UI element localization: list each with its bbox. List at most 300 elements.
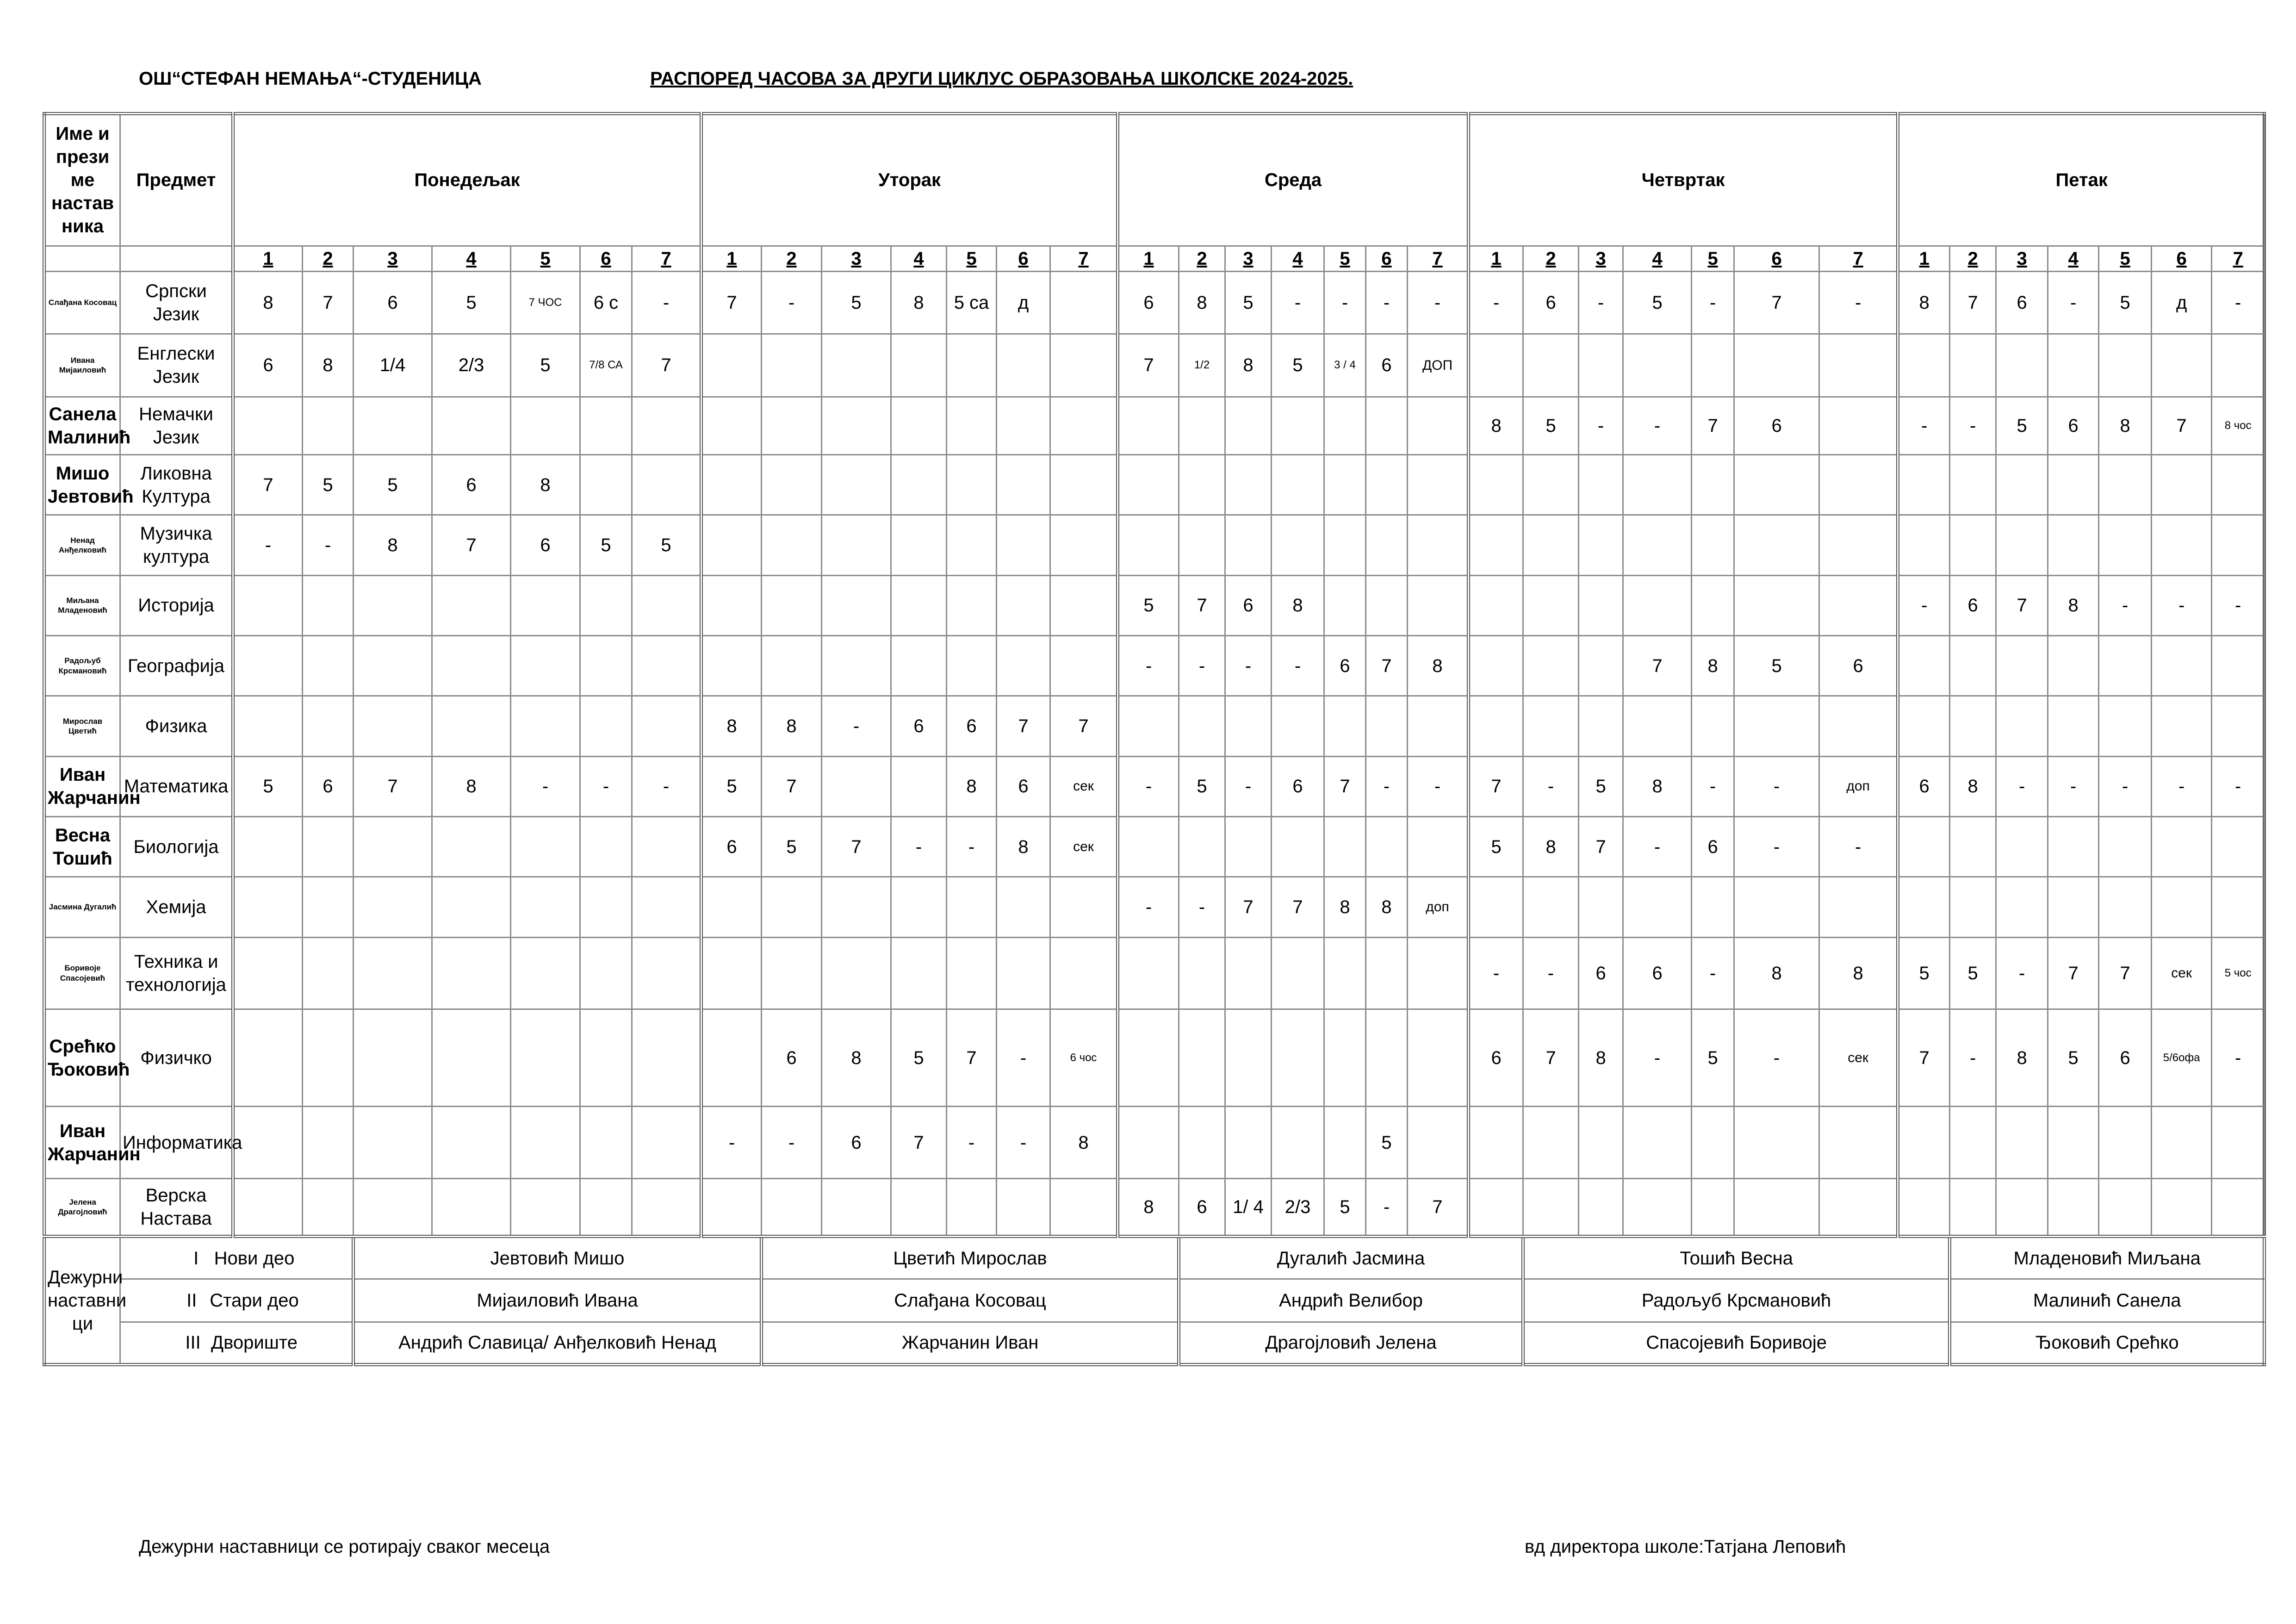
schedule-cell — [1469, 877, 1523, 937]
period-number: 1 — [701, 246, 762, 271]
teacher-row — [44, 816, 2265, 877]
schedule-cell — [762, 937, 822, 1009]
schedule-cell: 6 — [1734, 397, 1819, 454]
schedule-cell — [511, 397, 580, 454]
schedule-cell: 5 — [1272, 334, 1324, 397]
teacher-name: Иван Жарчанин — [44, 1107, 120, 1178]
schedule-cell — [1898, 696, 1950, 756]
duty-row — [44, 1279, 2265, 1322]
schedule-cell — [2152, 877, 2212, 937]
schedule-cell — [1225, 937, 1272, 1009]
schedule-cell — [947, 877, 997, 937]
schedule-cell: 8 — [1324, 877, 1366, 937]
schedule-cell — [1623, 877, 1692, 937]
schedule-cell — [632, 1107, 701, 1178]
schedule-cell: 8 — [1272, 575, 1324, 635]
schedule-cell: 6 — [511, 515, 580, 575]
schedule-cell — [632, 1178, 701, 1236]
schedule-cell — [354, 696, 432, 756]
schedule-cell: - — [762, 1107, 822, 1178]
schedule-cell — [822, 937, 891, 1009]
schedule-cell — [632, 1009, 701, 1107]
schedule-cell: 7 — [2152, 397, 2212, 454]
schedule-cell — [303, 1178, 354, 1236]
schedule-cell — [947, 575, 997, 635]
schedule-cell — [1366, 1009, 1408, 1107]
schedule-cell: 7 — [701, 271, 762, 334]
schedule-cell — [511, 696, 580, 756]
schedule-cell — [2212, 877, 2265, 937]
schedule-cell — [1819, 696, 1898, 756]
schedule-cell — [580, 397, 632, 454]
schedule-cell: 2/3 — [1272, 1178, 1324, 1236]
period-number: 6 — [1734, 246, 1819, 271]
schedule-cell: - — [1734, 816, 1819, 877]
schedule-cell: 6 — [303, 756, 354, 816]
schedule-cell — [1366, 696, 1408, 756]
schedule-cell: 7 — [632, 334, 701, 397]
subject-name: Географија — [120, 635, 233, 696]
schedule-cell — [1324, 397, 1366, 454]
schedule-cell — [1523, 515, 1579, 575]
schedule-cell: - — [1623, 1009, 1692, 1107]
schedule-cell: 8 чос — [2212, 397, 2265, 454]
schedule-cell — [701, 454, 762, 515]
schedule-cell: - — [233, 515, 303, 575]
schedule-cell: 6 с — [580, 271, 632, 334]
period-number: 6 — [997, 246, 1050, 271]
schedule-cell — [1523, 877, 1579, 937]
duty-shift-area: Двориште — [211, 1332, 298, 1353]
schedule-cell — [1996, 635, 2048, 696]
schedule-cell — [2048, 877, 2099, 937]
subject-name: Музичка култура — [120, 515, 233, 575]
schedule-cell — [1950, 877, 1996, 937]
schedule-cell — [1623, 515, 1692, 575]
schedule-cell: 5 — [701, 756, 762, 816]
schedule-cell: - — [1408, 756, 1469, 816]
schedule-cell — [580, 696, 632, 756]
schedule-cell: - — [1692, 756, 1734, 816]
duty-teacher: Младеновић Миљана — [1950, 1237, 2265, 1279]
schedule-cell — [762, 635, 822, 696]
schedule-cell — [2152, 454, 2212, 515]
schedule-cell — [1996, 816, 2048, 877]
schedule-cell — [1523, 1107, 1579, 1178]
schedule-cell — [1179, 1107, 1225, 1178]
school-name: ОШ“СТЕФАН НЕМАЊА“-СТУДЕНИЦА — [139, 68, 482, 89]
teacher-name: Ивана Мијаиловић — [44, 334, 120, 397]
schedule-cell: - — [2152, 756, 2212, 816]
schedule-cell: 6 — [1469, 1009, 1523, 1107]
schedule-cell: 6 — [947, 696, 997, 756]
schedule-cell: 5 — [1118, 575, 1179, 635]
schedule-cell: 7 — [1898, 1009, 1950, 1107]
schedule-cell — [1692, 1107, 1734, 1178]
schedule-cell — [1523, 454, 1579, 515]
schedule-cell — [1324, 454, 1366, 515]
schedule-cell — [580, 816, 632, 877]
period-number: 3 — [1225, 246, 1272, 271]
schedule-cell — [1366, 454, 1408, 515]
schedule-cell — [2212, 1178, 2265, 1236]
schedule-cell — [1050, 575, 1118, 635]
schedule-cell — [762, 877, 822, 937]
schedule-cell — [1272, 454, 1324, 515]
schedule-cell: - — [1996, 756, 2048, 816]
schedule-cell — [891, 454, 947, 515]
schedule-cell: - — [997, 1009, 1050, 1107]
schedule-cell — [2152, 515, 2212, 575]
schedule-cell — [891, 635, 947, 696]
schedule-cell: 5 са — [947, 271, 997, 334]
schedule-cell: 8 — [354, 515, 432, 575]
duty-teacher: Жарчанин Иван — [762, 1322, 1179, 1364]
schedule-cell — [762, 397, 822, 454]
period-number: 5 — [2099, 246, 2152, 271]
schedule-cell — [1950, 515, 1996, 575]
period-number: 4 — [1623, 246, 1692, 271]
teacher-name: Санела Малинић — [44, 397, 120, 454]
schedule-cell — [354, 575, 432, 635]
schedule-cell: 5 — [432, 271, 511, 334]
schedule-cell: 5 — [1179, 756, 1225, 816]
subject-name: Хемија — [120, 877, 233, 937]
schedule-cell — [822, 877, 891, 937]
footer-rotation-note: Дежурни наставници се ротирају сваког месеца — [139, 1537, 550, 1557]
schedule-cell — [701, 575, 762, 635]
schedule-cell — [1272, 937, 1324, 1009]
teacher-name: Мирослав Цветић — [44, 696, 120, 756]
schedule-cell: - — [1179, 635, 1225, 696]
schedule-cell: 8 — [1950, 756, 1996, 816]
schedule-cell — [1050, 454, 1118, 515]
schedule-cell: 7 — [1996, 575, 2048, 635]
schedule-cell — [580, 877, 632, 937]
schedule-cell — [1366, 397, 1408, 454]
schedule-cell — [1623, 696, 1692, 756]
period-number: 2 — [303, 246, 354, 271]
schedule-cell — [233, 1178, 303, 1236]
schedule-cell — [1408, 515, 1469, 575]
schedule-cell — [354, 1178, 432, 1236]
schedule-cell — [701, 1009, 762, 1107]
schedule-cell — [947, 334, 997, 397]
schedule-cell — [303, 937, 354, 1009]
schedule-cell — [1819, 877, 1898, 937]
schedule-cell — [432, 1178, 511, 1236]
schedule-cell — [1692, 454, 1734, 515]
schedule-cell — [1408, 696, 1469, 756]
schedule-cell — [1408, 575, 1469, 635]
period-number-row — [44, 246, 2265, 271]
schedule-cell — [303, 1009, 354, 1107]
schedule-cell: 8 — [1179, 271, 1225, 334]
schedule-cell — [997, 877, 1050, 937]
schedule-cell: - — [1692, 271, 1734, 334]
schedule-cell — [947, 454, 997, 515]
schedule-cell — [1408, 397, 1469, 454]
teacher-row — [44, 515, 2265, 575]
schedule-cell — [233, 696, 303, 756]
duty-teacher: Радољуб Крсмановић — [1523, 1279, 1950, 1322]
schedule-cell — [2099, 454, 2152, 515]
day-header: Петак — [1898, 114, 2265, 246]
subject-column-header: Предмет — [120, 114, 233, 246]
schedule-cell — [701, 334, 762, 397]
schedule-cell — [1469, 575, 1523, 635]
schedule-cell: 8 — [1408, 635, 1469, 696]
schedule-cell — [1579, 454, 1623, 515]
schedule-cell — [891, 397, 947, 454]
period-number: 4 — [891, 246, 947, 271]
schedule-cell — [2048, 1178, 2099, 1236]
schedule-cell: 6 — [1272, 756, 1324, 816]
schedule-cell — [1734, 696, 1819, 756]
schedule-cell: - — [1898, 397, 1950, 454]
schedule-cell — [2099, 877, 2152, 937]
schedule-cell: 2/3 — [432, 334, 511, 397]
schedule-cell — [354, 877, 432, 937]
schedule-cell — [1225, 1009, 1272, 1107]
footer-director: вд директора школе:Татјана Леповић — [1525, 1537, 1846, 1557]
schedule-cell — [1819, 397, 1898, 454]
schedule-cell — [1734, 1178, 1819, 1236]
schedule-cell: 8 — [1469, 397, 1523, 454]
schedule-cell — [822, 454, 891, 515]
schedule-cell — [822, 635, 891, 696]
schedule-cell: - — [2152, 575, 2212, 635]
subject-name: Ликовна Култура — [120, 454, 233, 515]
schedule-cell: - — [303, 515, 354, 575]
schedule-cell — [1324, 1107, 1366, 1178]
schedule-cell: 7 — [1225, 877, 1272, 937]
schedule-cell: 8 — [1523, 816, 1579, 877]
schedule-cell: 6 чос — [1050, 1009, 1118, 1107]
schedule-cell — [1408, 816, 1469, 877]
schedule-cell — [632, 575, 701, 635]
schedule-cell — [1272, 816, 1324, 877]
schedule-cell — [2152, 1178, 2212, 1236]
schedule-cell — [1324, 937, 1366, 1009]
schedule-title: РАСПОРЕД ЧАСОВА ЗА ДРУГИ ЦИКЛУС ОБРАЗОВАЊА ШКОЛСКЕ 2024-2025. — [650, 68, 1353, 89]
schedule-cell — [432, 877, 511, 937]
schedule-cell — [432, 397, 511, 454]
schedule-cell: 5 — [580, 515, 632, 575]
schedule-cell: - — [2099, 756, 2152, 816]
duty-teacher: Слађана Косовац — [762, 1279, 1179, 1322]
subject-name: Историја — [120, 575, 233, 635]
period-number: 2 — [1523, 246, 1579, 271]
schedule-cell — [354, 937, 432, 1009]
schedule-cell: - — [1118, 756, 1179, 816]
schedule-cell — [303, 575, 354, 635]
period-number: 7 — [1408, 246, 1469, 271]
schedule-cell: 8 — [233, 271, 303, 334]
schedule-cell: - — [1366, 1178, 1408, 1236]
schedule-cell: д — [997, 271, 1050, 334]
schedule-cell: - — [1819, 816, 1898, 877]
schedule-cell — [1050, 635, 1118, 696]
schedule-cell: 8 — [1734, 937, 1819, 1009]
schedule-cell — [1324, 515, 1366, 575]
schedule-cell — [1950, 334, 1996, 397]
schedule-cell: доп — [1819, 756, 1898, 816]
teacher-name: Срећко Ђоковић — [44, 1009, 120, 1107]
teacher-row — [44, 1009, 2265, 1107]
schedule-cell: - — [2212, 575, 2265, 635]
schedule-cell — [511, 1107, 580, 1178]
schedule-cell — [997, 1178, 1050, 1236]
duty-shift-area: Стари део — [210, 1290, 299, 1311]
teacher-name: Мишо Јевтовић — [44, 454, 120, 515]
schedule-cell: - — [1523, 937, 1579, 1009]
schedule-cell — [233, 877, 303, 937]
day-header: Четвртак — [1469, 114, 1898, 246]
schedule-cell: - — [2212, 756, 2265, 816]
schedule-cell — [511, 635, 580, 696]
schedule-cell: 7 — [947, 1009, 997, 1107]
schedule-cell: 7 — [1579, 816, 1623, 877]
schedule-cell — [891, 515, 947, 575]
schedule-cell: 6 — [1996, 271, 2048, 334]
schedule-cell: - — [1118, 635, 1179, 696]
schedule-cell — [762, 575, 822, 635]
schedule-cell — [1950, 454, 1996, 515]
period-number: 5 — [947, 246, 997, 271]
schedule-cell: 3 / 4 — [1324, 334, 1366, 397]
duty-shift-number: II — [186, 1290, 197, 1311]
schedule-cell: 5 — [1898, 937, 1950, 1009]
period-number: 7 — [1819, 246, 1898, 271]
schedule-cell — [1692, 877, 1734, 937]
duty-shift-number: I — [193, 1248, 199, 1269]
teacher-row — [44, 1178, 2265, 1236]
period-number: 7 — [632, 246, 701, 271]
teacher-name: Слађана Косовац — [44, 271, 120, 334]
schedule-cell — [1272, 515, 1324, 575]
schedule-cell: 8 — [1623, 756, 1692, 816]
schedule-cell: 8 — [1225, 334, 1272, 397]
teacher-row — [44, 575, 2265, 635]
schedule-cell: 7 — [762, 756, 822, 816]
schedule-cell — [303, 397, 354, 454]
schedule-cell: - — [1734, 756, 1819, 816]
schedule-cell: ДОП — [1408, 334, 1469, 397]
schedule-cell — [701, 877, 762, 937]
schedule-cell — [2099, 334, 2152, 397]
schedule-cell — [997, 635, 1050, 696]
period-number: 2 — [1950, 246, 1996, 271]
schedule-cell — [1898, 816, 1950, 877]
schedule-cell — [1050, 515, 1118, 575]
schedule-cell: - — [511, 756, 580, 816]
schedule-cell — [1118, 1009, 1179, 1107]
schedule-cell: - — [1469, 937, 1523, 1009]
schedule-cell: 7 — [1692, 397, 1734, 454]
schedule-cell — [1324, 575, 1366, 635]
schedule-cell: 6 — [233, 334, 303, 397]
teacher-name: Миљана Младеновић — [44, 575, 120, 635]
schedule-cell — [303, 1107, 354, 1178]
teacher-name: Ненад Анђелковић — [44, 515, 120, 575]
schedule-cell — [1118, 454, 1179, 515]
schedule-cell — [2048, 816, 2099, 877]
schedule-cell: 6 — [1579, 937, 1623, 1009]
schedule-cell — [1819, 1107, 1898, 1178]
schedule-cell: - — [997, 1107, 1050, 1178]
schedule-cell — [1819, 515, 1898, 575]
schedule-cell: - — [1996, 937, 2048, 1009]
period-number: 6 — [1366, 246, 1408, 271]
schedule-cell — [1469, 454, 1523, 515]
schedule-cell — [1272, 1009, 1324, 1107]
schedule-cell: сек — [1050, 816, 1118, 877]
schedule-cell: 8 — [1898, 271, 1950, 334]
schedule-cell: 5 — [1324, 1178, 1366, 1236]
schedule-cell — [1225, 1107, 1272, 1178]
schedule-cell — [580, 635, 632, 696]
schedule-cell — [432, 937, 511, 1009]
schedule-cell — [762, 1178, 822, 1236]
schedule-cell — [1179, 454, 1225, 515]
schedule-cell: 6 — [891, 696, 947, 756]
schedule-cell — [1579, 635, 1623, 696]
schedule-cell: 6 — [1118, 271, 1179, 334]
schedule-cell: 7 — [432, 515, 511, 575]
schedule-cell — [1898, 877, 1950, 937]
teacher-name: Јасмина Дугалић — [44, 877, 120, 937]
schedule-cell — [233, 575, 303, 635]
teacher-name: Јелена Драгојловић — [44, 1178, 120, 1236]
schedule-cell: 8 — [1579, 1009, 1623, 1107]
schedule-cell: 8 — [947, 756, 997, 816]
schedule-cell — [2048, 515, 2099, 575]
schedule-cell — [432, 1009, 511, 1107]
schedule-cell: 5 — [1469, 816, 1523, 877]
schedule-cell — [1692, 1178, 1734, 1236]
schedule-cell: 1/2 — [1179, 334, 1225, 397]
schedule-cell — [2212, 1107, 2265, 1178]
schedule-cell — [891, 937, 947, 1009]
schedule-cell — [701, 1178, 762, 1236]
schedule-cell — [1179, 816, 1225, 877]
schedule-cell: 1/4 — [354, 334, 432, 397]
schedule-cell — [580, 1009, 632, 1107]
schedule-cell: 5 — [1996, 397, 2048, 454]
schedule-cell — [822, 397, 891, 454]
subject-name: Информатика — [120, 1107, 233, 1178]
schedule-cell — [947, 1178, 997, 1236]
schedule-cell — [1996, 454, 2048, 515]
empty-cell — [44, 246, 120, 271]
duty-shift-number: III — [185, 1332, 201, 1353]
schedule-cell: 5 — [762, 816, 822, 877]
schedule-cell — [1469, 515, 1523, 575]
teacher-name: Весна Тошић — [44, 816, 120, 877]
schedule-cell: 6 — [1225, 575, 1272, 635]
schedule-cell — [1692, 575, 1734, 635]
schedule-cell — [632, 635, 701, 696]
schedule-cell: 7 — [1050, 696, 1118, 756]
schedule-cell — [1996, 1178, 2048, 1236]
schedule-cell — [2212, 696, 2265, 756]
schedule-cell: - — [2212, 1009, 2265, 1107]
schedule-cell: 7 — [997, 696, 1050, 756]
schedule-cell — [822, 756, 891, 816]
schedule-cell: - — [1898, 575, 1950, 635]
schedule-cell — [1623, 1107, 1692, 1178]
